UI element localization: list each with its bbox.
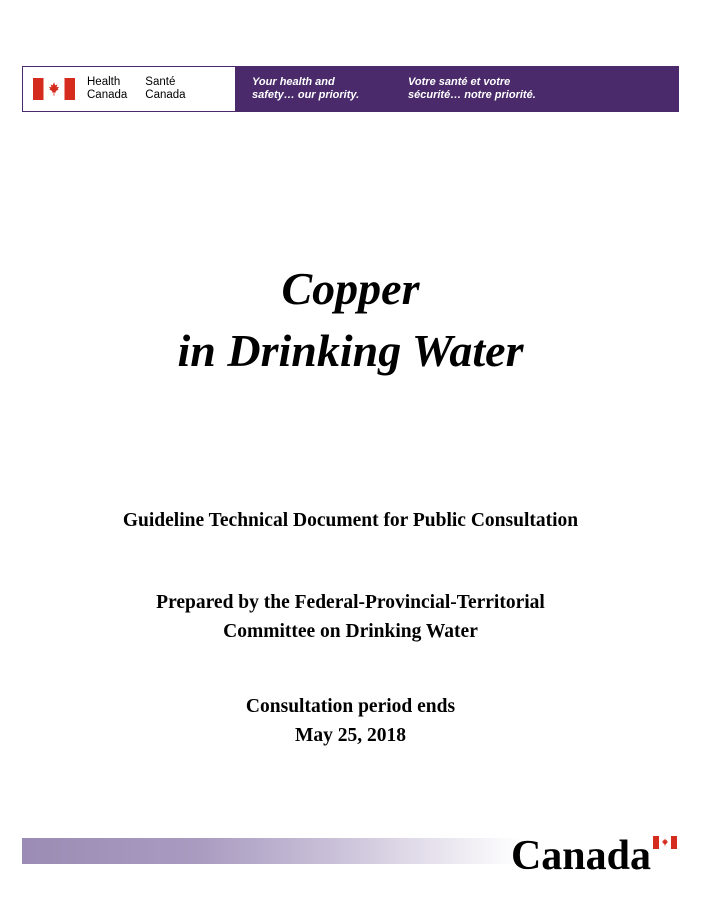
tagline-en-line2: safety… our priority. [252, 89, 360, 101]
header-banner [22, 66, 679, 112]
tagline-en-line1: Your health and [252, 75, 335, 88]
prepared-by-line1: Prepared by the Federal-Provincial-Territorial [156, 592, 545, 613]
canada-flag-icon [33, 78, 75, 100]
page-title-line1: Copper [281, 263, 420, 314]
header-tagline-band [236, 66, 679, 112]
tagline-en [236, 76, 402, 103]
department-fr-line1: Santé [145, 76, 176, 88]
consultation-line1: Consultation period ends [245, 696, 456, 717]
tagline-fr [402, 76, 536, 103]
department-wordmark [87, 76, 186, 102]
department-wordmark-fr [145, 76, 185, 102]
canada-wordmark-text: Canada [510, 833, 651, 879]
footer-gradient-bar [22, 838, 522, 864]
header-identifier [22, 66, 236, 112]
consultation-period [0, 692, 701, 750]
consultation-date: May 25, 2018 [294, 725, 407, 746]
department-en-line2: Canada [87, 89, 128, 101]
tagline-fr-line2: sécurité… notre priorité. [408, 89, 536, 101]
prepared-by [0, 588, 701, 646]
department-fr-line2: Canada [145, 89, 186, 101]
page-subtitle: Guideline Technical Document for Public Consultation [122, 510, 579, 531]
tagline-fr-line1: Votre santé et votre [408, 75, 511, 88]
page-title-line2: in Drinking Water [177, 325, 524, 376]
prepared-by-line2: Committee on Drinking Water [223, 621, 478, 642]
department-en-line1: Health [87, 76, 121, 88]
canada-wordmark [511, 832, 675, 880]
page-title [0, 258, 701, 382]
canada-flag-icon [653, 836, 677, 849]
department-wordmark-en [87, 76, 127, 102]
